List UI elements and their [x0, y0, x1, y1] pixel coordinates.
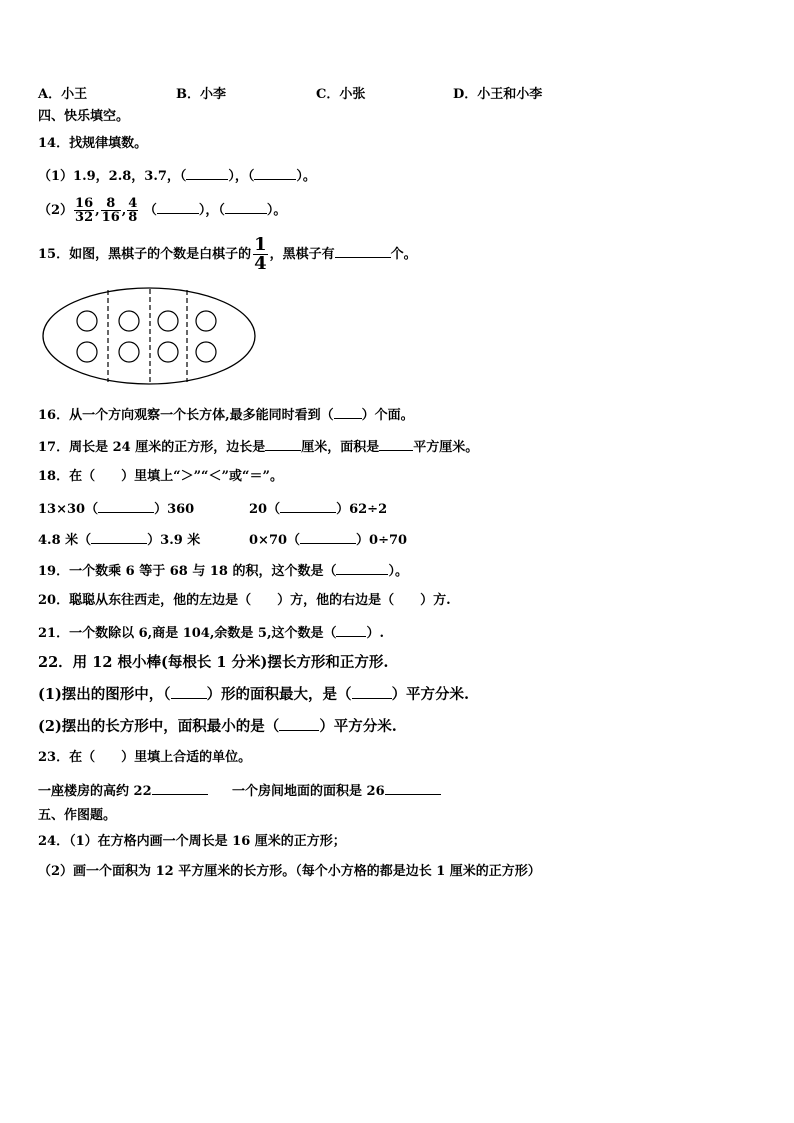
chess-piece [196, 342, 216, 362]
fraction-4-8 [127, 197, 138, 224]
chess-piece [196, 311, 216, 331]
q18-r2b-right: ）0÷70 [356, 533, 408, 548]
fraction-1-4 [253, 236, 268, 273]
q18-row1b [249, 500, 387, 518]
fraction-denominator: 8 [128, 210, 138, 225]
chess-piece [119, 342, 139, 362]
q15-mid: ，黑棋子有 [269, 247, 335, 262]
q18-title: 18．在（ ）里填上“＞”“＜”或“＝”。 [38, 469, 283, 484]
q17 [38, 438, 478, 456]
section-5-title: 五、作图题。 [38, 808, 117, 823]
chess-piece [158, 342, 178, 362]
q17-prefix: 17．周长是 24 厘米的正方形，边长是 [38, 440, 266, 455]
q16-prefix: 16．从一个方向观察一个长方体,最多能同时看到（ [38, 408, 334, 423]
q18-r1b-left: 20（ [249, 502, 281, 517]
q16-blank[interactable] [334, 406, 362, 419]
q15-end: 个。 [390, 247, 417, 262]
q14-p2-open: （ [143, 203, 157, 218]
q17-blank-1[interactable] [265, 438, 301, 451]
q21-end: ）. [366, 626, 385, 641]
q22-part2 [38, 718, 397, 736]
q18-r2a-blank[interactable] [91, 531, 147, 544]
q14-p2-end: ）。 [266, 203, 287, 218]
q14-part2: （2） $\frac{16}{32}$ , $\frac{8}{16}$ , $\frac{4}{8}$ （ ），（ ）。 [38, 196, 287, 225]
chess-piece [158, 311, 178, 331]
q23-a-blank[interactable] [152, 782, 208, 795]
q14-p1-prefix: （1）1.9，2.8，3.7，（ [38, 169, 187, 184]
q23-a [38, 782, 208, 800]
q17-end: 平方厘米。 [413, 440, 479, 455]
q14-p1-end: ）。 [296, 169, 316, 184]
option-a[interactable]: A．小王 [38, 87, 88, 102]
q14-title: 14．找规律填数。 [38, 136, 148, 151]
q22-p1-end: ）平方分米. [391, 686, 470, 703]
q22-p1-blank-1[interactable] [171, 686, 207, 699]
q19 [38, 562, 408, 580]
q18-row2b [249, 531, 407, 549]
q22-p2-blank[interactable] [279, 718, 319, 731]
chess-pieces-figure [42, 287, 258, 387]
q18-r2b-blank[interactable] [300, 531, 356, 544]
q14-p2-prefix: （2） [38, 203, 74, 218]
q19-prefix: 19．一个数乘 6 等于 68 与 18 的积，这个数是（ [38, 564, 337, 579]
fraction-denominator: 32 [75, 210, 94, 225]
q18-r1b-right: ）62÷2 [336, 502, 388, 517]
q15-prefix: 15．如图，黑棋子的个数是白棋子的 [38, 247, 252, 262]
section-4-title: 四、快乐填空。 [38, 109, 130, 124]
q18-r2a-left: 4.8 米（ [38, 533, 92, 548]
q22-p2-prefix: (2)摆出的长方形中，面积最小的是（ [38, 718, 280, 735]
q15-blank[interactable] [335, 245, 391, 258]
q22-p1-prefix: (1)摆出的图形中，（ [38, 686, 171, 703]
q18-r1a-right: ）360 [154, 502, 195, 517]
fraction-numerator: 8 [101, 197, 121, 211]
q14-p1-blank-1[interactable] [186, 167, 228, 180]
q24-part2: （2）画一个面积为 12 平方厘米的长方形。（每个小方格的都是边长 1 厘米的正方形） [38, 864, 541, 879]
option-d[interactable]: D．小王和小李 [453, 87, 543, 102]
q22-p1-mid: ）形的面积最大，是（ [206, 686, 352, 703]
q21-prefix: 21．一个数除以 6,商是 104,余数是 5,这个数是（ [38, 626, 337, 641]
q14-part1 [38, 167, 316, 185]
q14-p2-blank-2[interactable] [225, 201, 267, 214]
q18-r1a-left: 13×30（ [38, 502, 99, 517]
q14-p1-blank-2[interactable] [254, 167, 296, 180]
q23-b-text: 一个房间地面的面积是 26 [232, 784, 385, 799]
q14-p1-mid: ），（ [228, 169, 255, 184]
q18-r1b-blank[interactable] [280, 500, 336, 513]
q21-blank[interactable] [336, 624, 366, 637]
chess-piece [77, 311, 97, 331]
q22-title: 22．用 12 根小棒(每根长 1 分米)摆长方形和正方形. [38, 654, 389, 671]
q24-part1: 24．（1）在方格内画一个周长是 16 厘米的正方形； [38, 834, 346, 849]
oval-outline [43, 288, 255, 384]
q19-end: ）。 [388, 564, 408, 579]
q20: 20．聪聪从东往西走，他的左边是（ ）方，他的右边是（ ）方. [38, 593, 451, 608]
fraction-numerator: 1 [254, 234, 267, 255]
fraction-8-16 [101, 197, 121, 224]
q18-r2a-right: ）3.9 米 [147, 533, 201, 548]
fraction-numerator: 4 [128, 196, 138, 211]
q23-b-blank[interactable] [385, 782, 441, 795]
q23-a-text: 一座楼房的高约 22 [38, 784, 152, 799]
fraction-numerator: 16 [75, 196, 94, 211]
q17-mid: 厘米，面积是 [301, 440, 380, 455]
q17-blank-2[interactable] [379, 438, 413, 451]
q19-blank[interactable] [336, 562, 388, 575]
q22-p1-blank-2[interactable] [352, 686, 392, 699]
q15 [38, 236, 417, 273]
q22-p2-end: ）平方分米. [319, 718, 397, 735]
q21 [38, 624, 384, 642]
q18-r2b-left: 0×70（ [249, 533, 301, 548]
q22-part1 [38, 686, 469, 704]
q18-r1a-blank[interactable] [98, 500, 154, 513]
q14-p2-blank-1[interactable] [157, 201, 199, 214]
q14-p2-mid: ），（ [198, 203, 225, 218]
option-b[interactable]: B．小李 [176, 87, 226, 102]
q23-b [232, 782, 441, 800]
q16 [38, 406, 414, 424]
fraction-16-32 [74, 197, 94, 224]
q16-end: ）个面。 [361, 408, 414, 423]
fraction-denominator: 16 [101, 210, 120, 225]
fraction-denominator: 4 [254, 253, 267, 274]
chess-piece [77, 342, 97, 362]
chess-piece [119, 311, 139, 331]
q23-title: 23．在（ ）里填上合适的单位。 [38, 750, 252, 765]
q18-row1a [38, 500, 194, 518]
q18-row2a [38, 531, 200, 549]
option-c[interactable]: C．小张 [316, 87, 366, 102]
